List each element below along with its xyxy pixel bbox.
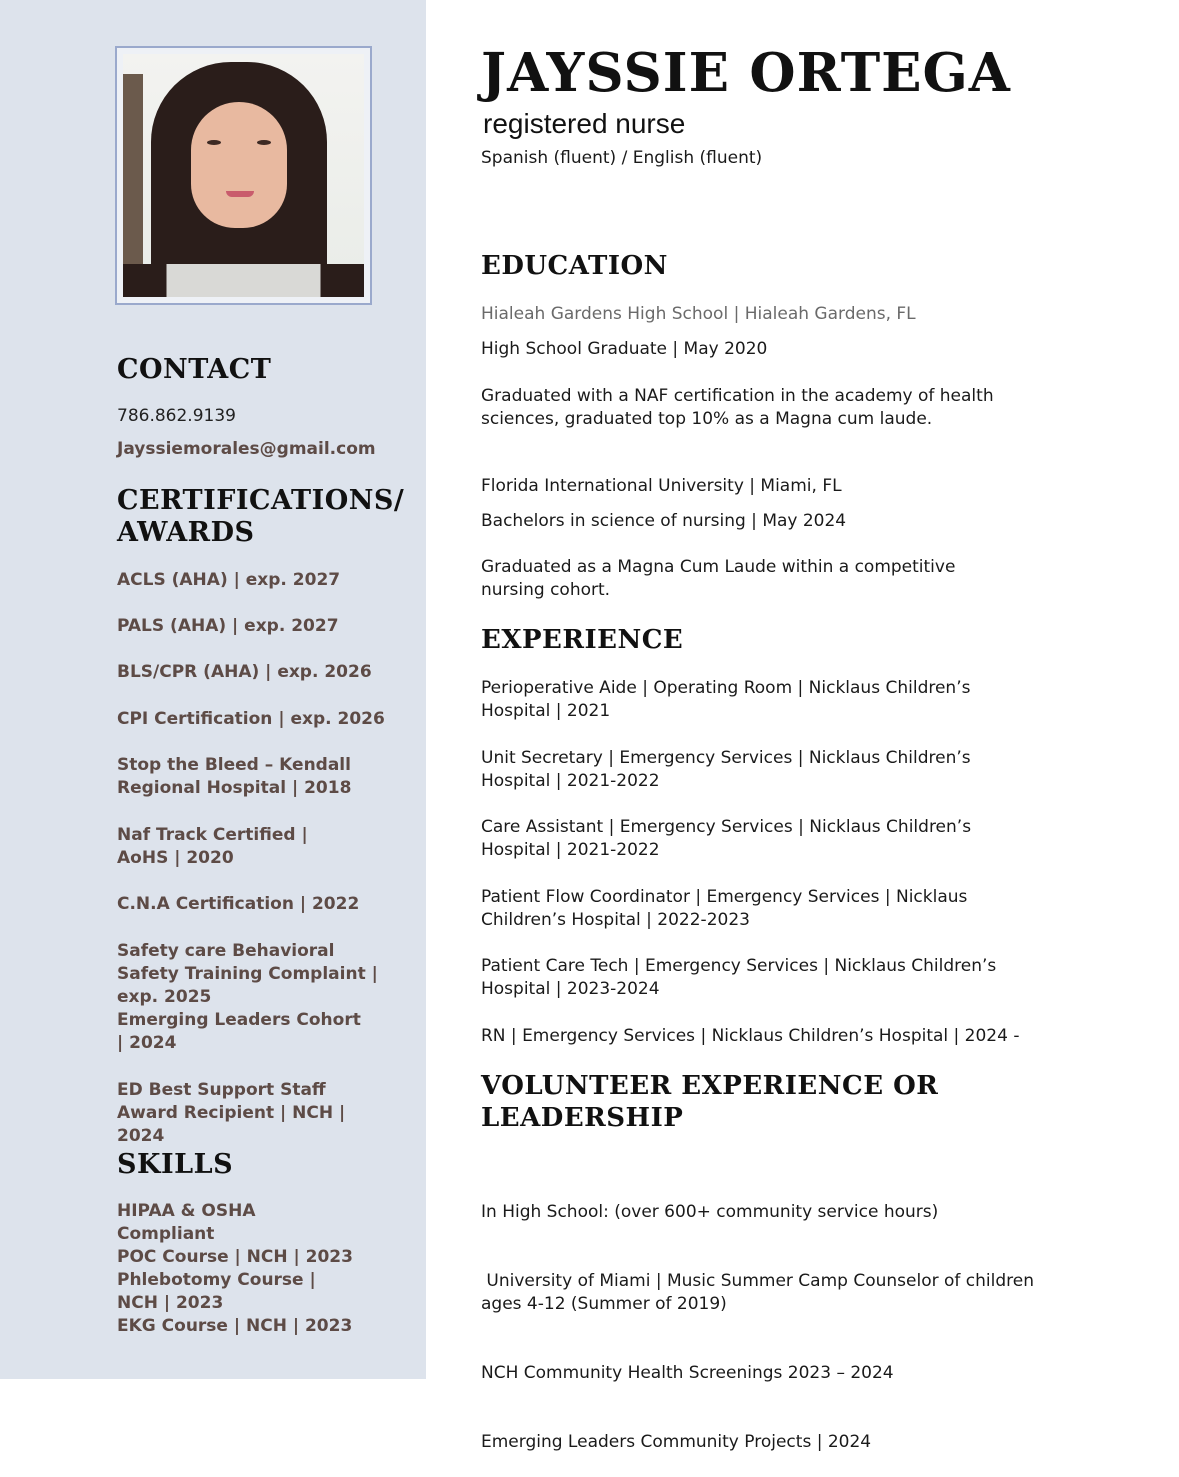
- education-degree: Bachelors in science of nursing | May 2024: [481, 511, 847, 531]
- experience-item: Care Assistant | Emergency Services | Nicklaus Children’s Hospital | 2021-2022: [481, 817, 972, 860]
- experience-item: Unit Secretary | Emergency Services | Nicklaus Children’s Hospital | 2021-2022: [481, 748, 971, 791]
- cert-item: Stop the Bleed – Kendall Regional Hospital | 2018: [117, 755, 352, 798]
- volunteer-heading-line2: LEADERSHIP: [481, 1103, 684, 1133]
- volunteer-item: University of Miami | Music Summer Camp Counselor of children ages 4-12 (Summer of 2019): [481, 1271, 1040, 1314]
- skills-heading: SKILLS: [117, 1149, 234, 1180]
- contact-heading: CONTACT: [117, 354, 272, 385]
- cert-item: C.N.A Certification | 2022: [117, 894, 360, 914]
- volunteer-item: Emerging Leaders Community Projects | 2024: [481, 1432, 872, 1452]
- skill-item: HIPAA & OSHA Compliant: [117, 1201, 256, 1244]
- cert-item: Safety care Behavioral Safety Training Complaint | exp. 2025: [117, 941, 378, 1007]
- cert-item: Emerging Leaders Cohort | 2024: [117, 1010, 361, 1053]
- contact-email[interactable]: Jayssiemorales@gmail.com: [117, 439, 376, 459]
- education-degree: High School Graduate | May 2020: [481, 339, 768, 359]
- cert-item: BLS/CPR (AHA) | exp. 2026: [117, 662, 372, 682]
- volunteer-heading-line1: VOLUNTEER EXPERIENCE OR: [481, 1071, 939, 1101]
- experience-heading: EXPERIENCE: [481, 625, 684, 655]
- contact-phone: 786.862.9139: [117, 406, 236, 426]
- volunteer-item: In High School: (over 600+ community service hours): [481, 1202, 939, 1222]
- job-title: registered nurse: [483, 108, 686, 139]
- volunteer-heading: [481, 1070, 938, 1134]
- skill-item: POC Course | NCH | 2023: [117, 1247, 353, 1267]
- volunteer-item: NCH Community Health Screenings 2023 – 2024: [481, 1363, 894, 1383]
- cert-item: ED Best Support Staff Award Recipient | NCH | 2024: [117, 1080, 346, 1146]
- skill-item: EKG Course | NCH | 2023: [117, 1316, 353, 1336]
- skills-list: [117, 1200, 357, 1338]
- education-heading: EDUCATION: [481, 251, 668, 281]
- skill-item: Phlebotomy Course | NCH | 2023: [117, 1270, 316, 1313]
- education-school: Hialeah Gardens High School | Hialeah Gardens, FL: [481, 304, 916, 324]
- education-description: Graduated with a NAF certification in the academy of health sciences, graduated top 10% as a Magna cum laude.: [481, 386, 994, 429]
- certifications-heading: [117, 485, 404, 549]
- experience-item: Patient Care Tech | Emergency Services | Nicklaus Children’s Hospital | 2023-2024: [481, 956, 997, 999]
- education-description: Graduated as a Magna Cum Laude within a competitive nursing cohort.: [481, 557, 956, 600]
- cert-item: CPI Certification | exp. 2026: [117, 709, 385, 729]
- certifications-heading-line2: AWARDS: [117, 517, 255, 548]
- education-school: Florida International University | Miami, FL: [481, 476, 842, 496]
- cert-item: PALS (AHA) | exp. 2027: [117, 616, 339, 636]
- sidebar: [0, 0, 426, 1379]
- cert-item: Naf Track Certified | AoHS | 2020: [117, 825, 308, 868]
- experience-item: RN | Emergency Services | Nicklaus Children’s Hospital | 2024 -: [481, 1026, 1020, 1046]
- certifications-heading-line1: CERTIFICATIONS/: [117, 485, 405, 516]
- profile-photo: [115, 46, 372, 305]
- candidate-name: JAYSSIE ORTEGA: [481, 42, 1011, 104]
- volunteer-list: [481, 1155, 1061, 1477]
- portrait-image: [123, 54, 364, 297]
- experience-item: Perioperative Aide | Operating Room | Nicklaus Children’s Hospital | 2021: [481, 678, 971, 721]
- cert-item: ACLS (AHA) | exp. 2027: [117, 570, 341, 590]
- experience-item: Patient Flow Coordinator | Emergency Services | Nicklaus Children’s Hospital | 2022-2023: [481, 887, 968, 930]
- languages: Spanish (fluent) / English (fluent): [481, 148, 763, 168]
